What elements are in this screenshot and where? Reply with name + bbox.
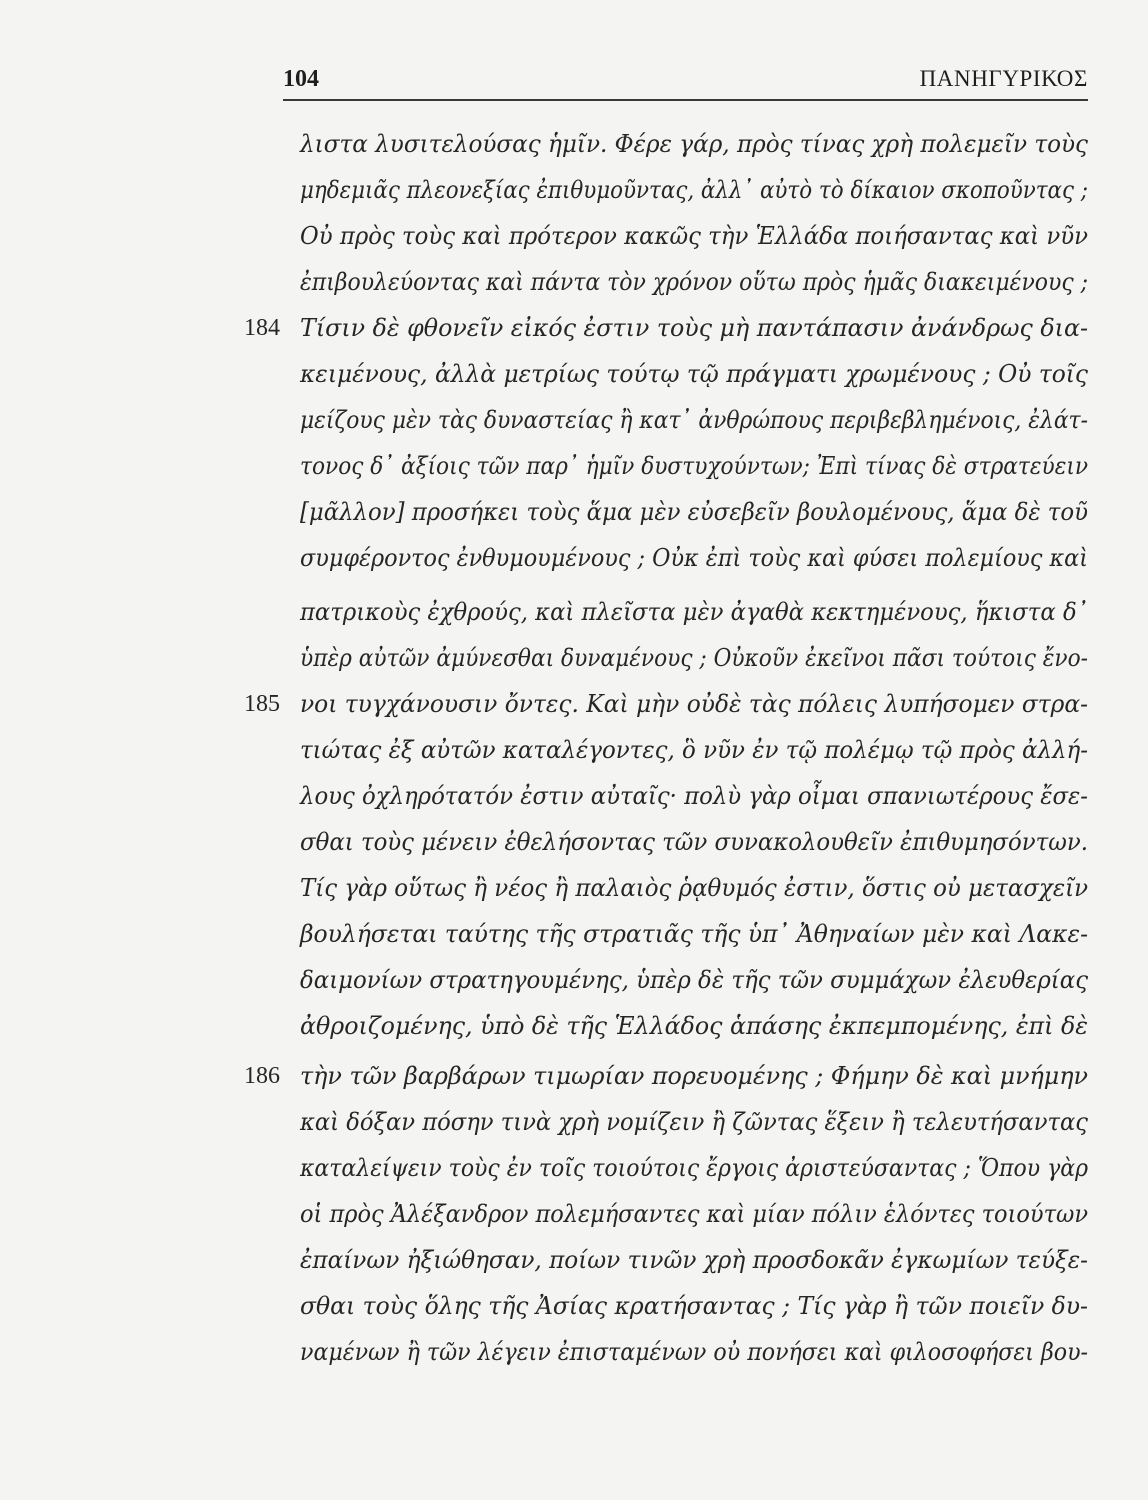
text-line [244,681,1088,727]
line-text: ὑπὲρ αὐτῶν ἀμύνεσθαι δυναμένους ; Οὐκοῦν ἐκεῖνοι πᾶσι τούτοις ἔνο- [300,644,1088,672]
running-title: ΠΑΝΗΓΥΡΙΚΟΣ [919,66,1088,91]
text-line [300,865,1088,911]
line-text: πατρικοὺς ἐχθρούς, καὶ πλεῖστα μὲν ἀγαθὰ κεκτημένους, ἥκιστα δ᾽ [300,598,1088,626]
line-text: τονος δ᾽ ἀξίοις τῶν παρ᾽ ἡμῖν δυστυχούντων; Ἐπὶ τίνας δὲ στρατεύειν [300,452,1088,480]
text-line [300,1003,1088,1049]
line-text: καὶ δόξαν πόσην τινὰ χρὴ νομίζειν ἢ ζῶντας ἕξειν ἢ τελευτήσαντας [300,1108,1088,1136]
line-text: Τίσιν δὲ φθονεῖν εἰκός ἐστιν τοὺς μὴ παντάπασιν ἀνάνδρως δια- [300,314,1088,342]
line-text: καταλείψειν τοὺς ἐν τοῖς τοιούτοις ἔργοις ἀριστεύσαντας ; Ὅπου γὰρ [300,1154,1088,1182]
section-number: 186 [244,1063,280,1089]
line-text: ἀθροιζομένης, ὑπὸ δὲ τῆς Ἑλλάδος ἁπάσης ἐκπεμπομένης, ἐπὶ δὲ [300,1012,1088,1040]
line-text: λους ὀχληρότατόν ἐστιν αὐταῖς· πολὺ γὰρ οἶμαι σπανιωτέρους ἔσε- [300,782,1088,810]
text-line [300,1283,1088,1329]
header-rule [283,99,1088,101]
text-line [300,1099,1088,1145]
line-text: ναμένων ἢ τῶν λέγειν ἐπισταμένων οὐ πονήσει καὶ φιλοσοφήσει βου- [300,1338,1088,1366]
text-line [300,957,1088,1003]
text-line [300,351,1088,397]
line-text: μείζους μὲν τὰς δυναστείας ἢ κατ᾽ ἀνθρώπους περιβεβλημένοις, ἐλάτ- [300,406,1088,434]
text-line [300,167,1088,213]
text-line [244,1053,1088,1099]
text-line [300,535,1088,581]
text-line [300,443,1088,489]
section-number: 185 [244,691,280,717]
text-line [300,489,1088,535]
text-line [300,589,1088,635]
line-text: μηδεμιᾶς πλεονεξίας ἐπιθυμοῦντας, ἀλλ᾽ αὐτὸ τὸ δίκαιον σκοποῦντας ; [300,176,1088,204]
text-line [244,305,1088,351]
text-line [300,911,1088,957]
line-text: ἐπιβουλεύοντας καὶ πάντα τὸν χρόνον οὕτω πρὸς ἡμᾶς διακειμένους ; [300,268,1088,296]
text-line [300,819,1088,865]
line-text: τιώτας ἐξ αὐτῶν καταλέγοντες, ὃ νῦν ἐν τῷ πολέμῳ τῷ πρὸς ἀλλή- [300,736,1088,764]
line-text: Τίς γὰρ οὕτως ἢ νέος ἢ παλαιὸς ῥᾳθυμός ἐστιν, ὅστις οὐ μετασχεῖν [300,874,1088,902]
section-number: 184 [244,315,280,341]
line-text: σθαι τοὺς ὅλης τῆς Ἀσίας κρατήσαντας ; Τίς γὰρ ἢ τῶν ποιεῖν δυ- [300,1292,1088,1320]
line-text: λιστα λυσιτελούσας ἡμῖν. Φέρε γάρ, πρὸς τίνας χρὴ πολεμεῖν τοὺς [300,130,1088,158]
text-line [300,1329,1088,1375]
line-text: ἐπαίνων ἠξιώθησαν, ποίων τινῶν χρὴ προσδοκᾶν ἐγκωμίων τεύξε- [300,1246,1088,1274]
text-line [300,773,1088,819]
text-line [300,1145,1088,1191]
page-header [283,64,1088,94]
line-text: οἱ πρὸς Ἀλέξανδρον πολεμήσαντες καὶ μίαν πόλιν ἑλόντες τοιούτων [300,1200,1088,1228]
line-text: [μᾶλλον] προσήκει τοὺς ἅμα μὲν εὐσεβεῖν βουλομένους, ἅμα δὲ τοῦ [300,498,1088,526]
line-text: σθαι τοὺς μένειν ἐθελήσοντας τῶν συνακολουθεῖν ἐπιθυμησόντων. [300,828,1088,856]
text-line [300,213,1088,259]
line-text: νοι τυγχάνουσιν ὄντες. Καὶ μὴν οὐδὲ τὰς πόλεις λυπήσομεν στρα- [300,690,1088,718]
line-text: Οὐ πρὸς τοὺς καὶ πρότερον κακῶς τὴν Ἑλλάδα ποιήσαντας καὶ νῦν [300,222,1088,250]
page-number: 104 [283,66,319,92]
line-text: τὴν τῶν βαρβάρων τιμωρίαν πορευομένης ; Φήμην δὲ καὶ μνήμην [300,1062,1088,1090]
text-line [300,121,1088,167]
text-line [300,397,1088,443]
line-text: κειμένους, ἀλλὰ μετρίως τούτῳ τῷ πράγματι χρωμένους ; Οὐ τοῖς [300,360,1088,388]
line-text: δαιμονίων στρατηγουμένης, ὑπὲρ δὲ τῆς τῶν συμμάχων ἐλευθερίας [300,966,1088,994]
text-line [300,1191,1088,1237]
page-body [244,121,1088,1375]
text-line [300,635,1088,681]
text-line [300,259,1088,305]
text-line [300,727,1088,773]
line-text: βουλήσεται ταύτης τῆς στρατιᾶς τῆς ὑπ᾽ Ἀθηναίων μὲν καὶ Λακε- [300,920,1088,948]
text-line [300,1237,1088,1283]
line-text: συμφέροντος ἐνθυμουμένους ; Οὐκ ἐπὶ τοὺς καὶ φύσει πολεμίους καὶ [300,544,1088,572]
